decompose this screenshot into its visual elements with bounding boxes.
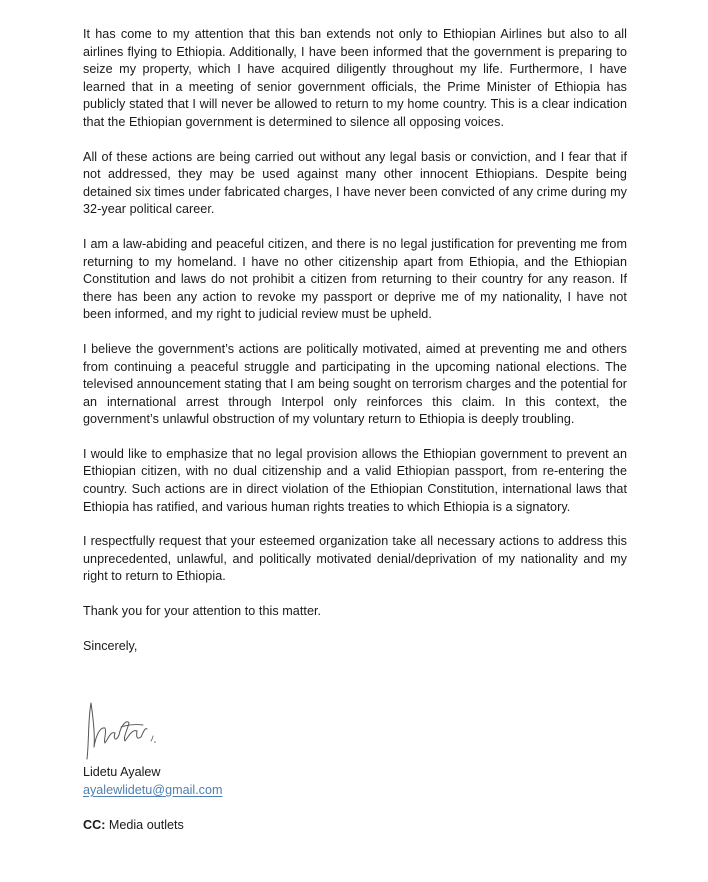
closing-salutation: Sincerely, <box>83 638 138 653</box>
paragraph-politically-motivated: I believe the government’s actions are politically motivated, aimed at preventing me and others from continuing a peaceful struggle and participating in the upcoming national elections. The televised announcement stating that I am being sought on terrorism charges and the potential for an international arrest through Interpol only reinforces this claim. In this context, the government’s unlawful obstruction of my voluntary return to Ethiopia is deeply troubling. <box>83 341 627 427</box>
cc-label: CC: <box>83 818 106 832</box>
paragraph-ban-extends: It has come to my attention that this ban extends not only to Ethiopian Airlines but also to all airlines flying to Ethiopia. Additionally, I have been informed that the government is preparing to seize my property, which I have acquired diligently throughout my life. Furthermore, I have learned that in a meeting of senior government officials, the Prime Minister of Ethiopia has publicly stated that I will never be allowed to return to my home country. This is a clear indication that the Ethiopian government is determined to silence all opposing voices. <box>83 27 627 129</box>
handwritten-signature <box>83 697 163 763</box>
paragraph-no-legal-basis: All of these actions are being carried out without any legal basis or conviction, and I fear that if not addressed, they may be used against many other innocent Ethiopians. Despite being detained six times under fabricated charges, I have never been convicted of any crime during my 32-year political career. <box>83 149 627 217</box>
letter-body <box>83 26 627 655</box>
paragraph-no-legal-provision: I would like to emphasize that no legal provision allows the Ethiopian government to prevent an Ethiopian citizen, with no dual citizenship and a valid Ethiopian passport, from re-entering the country. Such actions are in direct violation of the Ethiopian Constitution, international laws that Ethiopia has ratified, and various human rights treaties to which Ethiopia is a signatory. <box>83 446 627 514</box>
cc-value: Media outlets <box>105 818 184 832</box>
cc-line <box>83 817 184 835</box>
signer-name: Lidetu Ayalew <box>83 765 161 779</box>
paragraph-request: I respectfully request that your esteemed organization take all necessary actions to address this unprecedented, unlawful, and politically motivated denial/deprivation of my nationality and my right to return to Ethiopia. <box>83 534 627 584</box>
paragraph-thank-you: Thank you for your attention to this matter. <box>83 604 322 619</box>
email-link[interactable]: ayalewlidetu@gmail.com <box>83 783 223 797</box>
paragraph-law-abiding: I am a law-abiding and peaceful citizen, and there is no legal justification for preventing me from returning to my homeland. I have no other citizenship apart from Ethiopia, and the Ethiopian Constitution and laws do not prohibit a citizen from returning to their country for any reason. If there has been any action to revoke my passport or deprive me of my nationality, I have not been informed, and my right to judicial review must be upheld. <box>83 236 627 322</box>
